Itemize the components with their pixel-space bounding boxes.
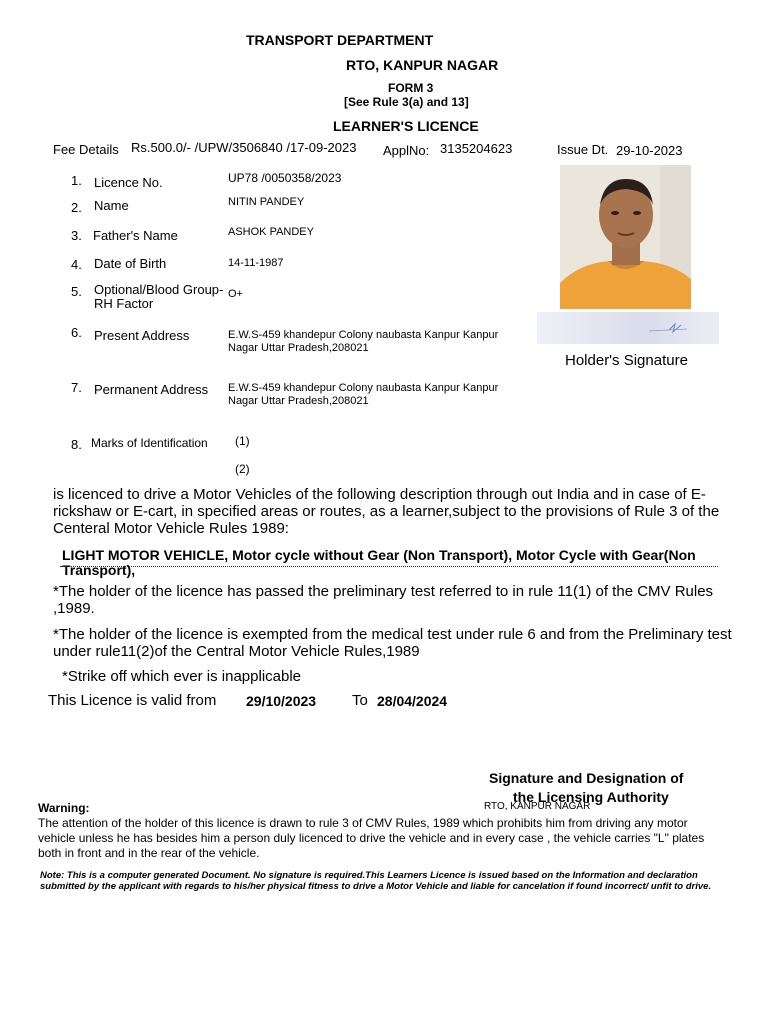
field-number: 1. xyxy=(71,173,82,188)
field-label-name: Name xyxy=(94,198,129,213)
licence-title: LEARNER'S LICENCE xyxy=(333,118,479,134)
form-number: FORM 3 xyxy=(388,81,434,95)
field-value-permanent-address: E.W.S-459 khandepur Colony naubasta Kanpur Kanpur Nagar Uttar Pradesh,208021 xyxy=(228,382,499,407)
holder-signature-label: Holder's Signature xyxy=(565,352,688,369)
field-label-present-address: Present Address xyxy=(94,328,190,343)
field-value-fathers-name: ASHOK PANDEY xyxy=(228,226,314,238)
field-label-identification: Marks of Identification xyxy=(91,436,208,450)
authority-rto: RTO, KANPUR NAGAR xyxy=(484,801,591,812)
field-label-fathers-name: Father's Name xyxy=(93,228,178,243)
vehicle-classes: LIGHT MOTOR VEHICLE, Motor cycle without Gear (Non Transport), Motor Cycle with Gear(Non Transport), xyxy=(62,547,696,578)
field-number: 2. xyxy=(71,200,82,215)
validity-label: This Licence is valid from xyxy=(48,692,217,709)
valid-to-date: 28/04/2024 xyxy=(377,693,448,709)
field-number: 5. xyxy=(71,284,82,299)
field-value-dob: 14-11-1987 xyxy=(228,257,284,269)
field-value-licence-no: UP78 /0050358/2023 xyxy=(228,171,342,185)
field-label-dob: Date of Birth xyxy=(94,256,167,271)
department-title: TRANSPORT DEPARTMENT xyxy=(246,32,434,48)
field-label-licence-no: Licence No. xyxy=(94,175,163,190)
warning-label: Warning: xyxy=(38,801,90,815)
field-value-present-address: E.W.S-459 khandepur Colony naubasta Kanpur Kanpur Nagar Uttar Pradesh,208021 xyxy=(228,329,499,354)
fee-value: Rs.500.0/- /UPW/3506840 /17-09-2023 xyxy=(131,140,357,155)
field-value-identification-1: (1) xyxy=(235,434,250,448)
field-value-blood-group: O+ xyxy=(228,288,243,300)
field-value-identification-2: (2) xyxy=(235,462,250,476)
computer-generated-note: Note: This is a computer generated Document. No signature is required.This Learners Licence is issued based on the Information and declaration submitted by the applicant with regards to his/her physical fitness to drive a Motor Vehicle and liable for cancelation if found incorrect/ unfit to drive. xyxy=(40,870,712,892)
field-label-blood-group: Optional/Blood Group-RH Factor xyxy=(94,282,224,311)
field-number: 8. xyxy=(71,437,82,452)
validity-to-label: To xyxy=(352,692,368,709)
field-number: 6. xyxy=(71,325,82,340)
field-number: 7. xyxy=(71,380,82,395)
field-label-permanent-address: Permanent Address xyxy=(94,382,209,397)
rto-title: RTO, KANPUR NAGAR xyxy=(346,57,499,73)
issue-date-value: 29-10-2023 xyxy=(616,143,683,158)
appl-value: 3135204623 xyxy=(440,141,513,156)
medical-exemption-text: *The holder of the licence is exempted from the medical test under rule 6 and from the Preliminary test under rule11(2)of the Central Motor Vehicle Rules,1989 xyxy=(53,626,732,660)
fee-label: Fee Details xyxy=(53,142,119,157)
dotted-divider xyxy=(60,566,718,567)
warning-text: The attention of the holder of this licence is drawn to rule 3 of CMV Rules, 1989 which prohibits him from driving any motor vehicle unless he has besides him a person duly licenced to drive the vehicle and in every case , the vehicle carries "L" plates both in front and in the rear of the vehicle. xyxy=(38,816,705,860)
field-number: 3. xyxy=(71,228,82,243)
strike-off-note: *Strike off which ever is inapplicable xyxy=(62,668,302,685)
valid-from-date: 29/10/2023 xyxy=(246,693,317,709)
field-number: 4. xyxy=(71,257,82,272)
appl-label: ApplNo: xyxy=(383,143,430,158)
authority-signature-line2: the Licensing Authority xyxy=(513,789,669,805)
holder-signature-image xyxy=(537,312,719,344)
authority-signature-line1: Signature and Designation of xyxy=(489,770,684,786)
issue-date-label: Issue Dt. xyxy=(557,142,609,157)
field-value-name: NITIN PANDEY xyxy=(228,196,305,208)
holder-photo xyxy=(560,165,691,309)
licence-description: is licenced to drive a Motor Vehicles of the following description through out India and in case of E-rickshaw or E-cart, in specified areas or routes, as a learner,subject to the provisions of Rule 3 of the Centeral Motor Vehicle Rules 1989: xyxy=(53,486,720,537)
rule-reference: [See Rule 3(a) and 13] xyxy=(344,95,469,109)
preliminary-test-text: *The holder of the licence has passed the preliminary test referred to in rule 11(1) of the CMV Rules ,1989. xyxy=(53,583,714,617)
